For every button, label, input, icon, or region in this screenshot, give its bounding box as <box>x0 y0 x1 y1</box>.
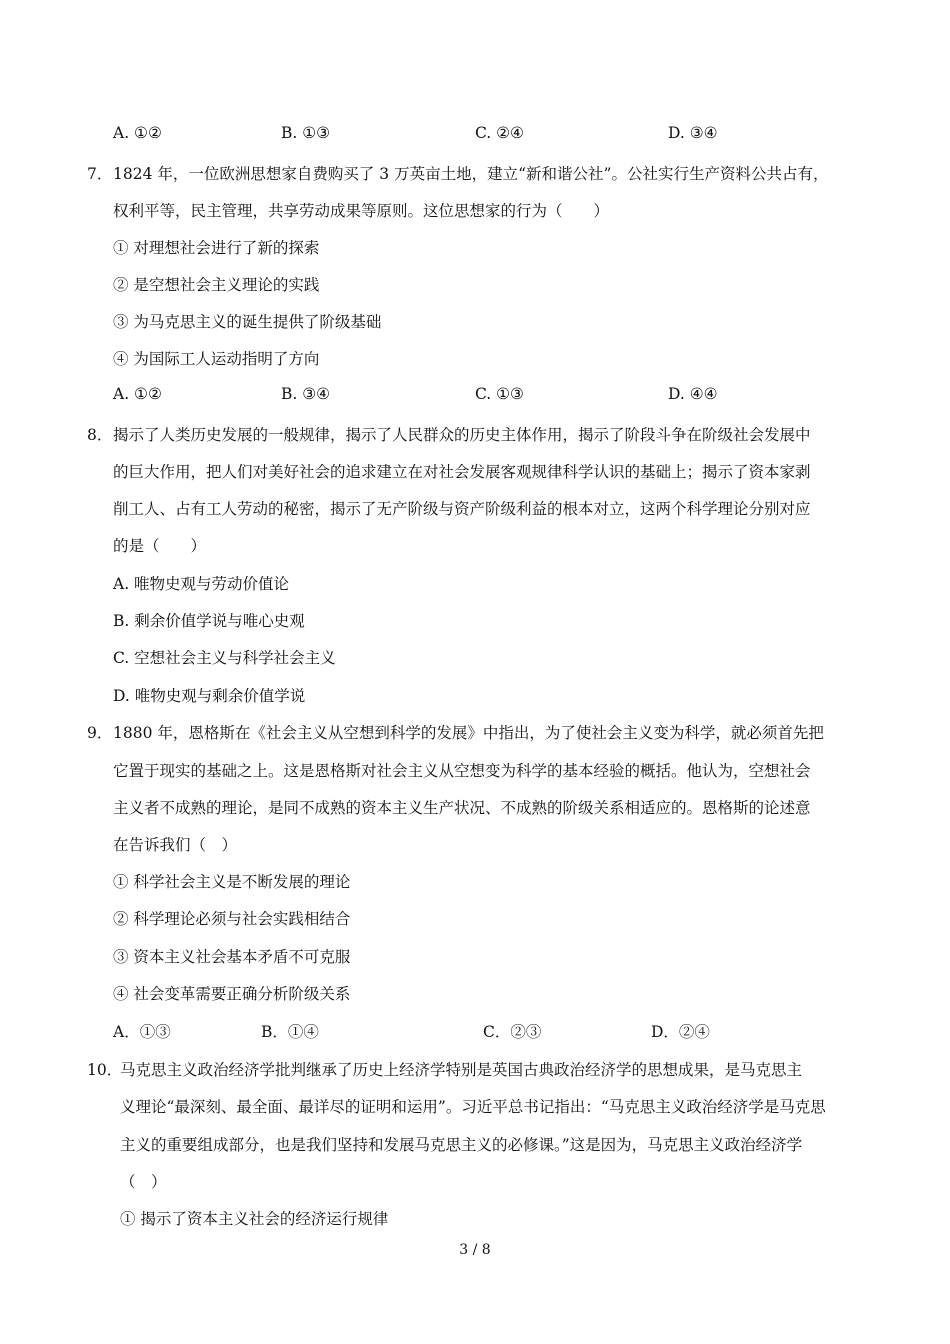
q10-item: ① 揭示了资本主义社会的经济运行规律 <box>120 1210 389 1228</box>
q7-item: ④ 为国际工人运动指明了方向 <box>113 350 320 368</box>
q8-option-d: D. 唯物史观与剩余价值学说 <box>113 687 306 705</box>
q10-stem-line: 义理论“最深刻、最全面、最详尽的证明和运用”。习近平总书记指出：“马克思主义政治经济学是马克思 <box>120 1098 826 1116</box>
q8-stem-line: 削工人、占有工人劳动的秘密，揭示了无产阶级与资产阶级利益的根本对立，这两个科学理论分别对应 <box>113 500 811 518</box>
q9-item: ② 科学理论必须与社会实践相结合 <box>113 910 351 928</box>
q9-item: ① 科学社会主义是不断发展的理论 <box>113 873 351 891</box>
q8-option-c: C. 空想社会主义与科学社会主义 <box>113 649 336 667</box>
q10-stem-line: 主义的重要组成部分，也是我们坚持和发展马克思主义的必修课。”这是因为，马克思主义政治经济学 <box>120 1136 803 1154</box>
q7-option-b: B. ③④ <box>281 385 331 403</box>
q9-stem-line: 在告诉我们（ ） <box>113 836 238 854</box>
q7-stem-line: 权利平等，民主管理，共享劳动成果等原则。这位思想家的行为（ ） <box>113 202 610 220</box>
q7-stem-line: 1824 年，一位欧洲思想家自费购买了 3 万英亩土地，建立“新和谐公社”。公社实行生产资料公共占有， <box>113 165 829 183</box>
q9-item: ④ 社会变革需要正确分析阶级关系 <box>113 985 351 1003</box>
q7-item: ③ 为马克思主义的诞生提供了阶级基础 <box>113 313 382 331</box>
q6-option-b: B. ①③ <box>281 124 331 142</box>
q7-item: ② 是空想社会主义理论的实践 <box>113 276 320 294</box>
q6-option-d: D. ③④ <box>668 124 718 142</box>
q6-option-a: A. ①② <box>113 124 162 142</box>
q8-option-b: B. 剩余价值学说与唯心史观 <box>113 612 305 630</box>
q9-number: 9． <box>87 724 113 742</box>
q8-stem-line: 揭示了人类历史发展的一般规律，揭示了人民群众的历史主体作用，揭示了阶段斗争在阶级社会发展中 <box>113 426 811 444</box>
q9-stem-line: 主义者不成熟的理论，是同不成熟的资本主义生产状况、不成熟的阶级关系相适应的。恩格斯的论述意 <box>113 799 811 817</box>
q7-number: 7． <box>87 165 113 183</box>
q7-option-d: D. ④④ <box>668 385 718 403</box>
q9-item: ③ 资本主义社会基本矛盾不可克服 <box>113 948 351 966</box>
q8-option-a: A. 唯物史观与劳动价值论 <box>113 575 290 593</box>
q6-option-c: C. ②④ <box>475 124 524 142</box>
q8-stem-line: 的是（ ） <box>113 537 207 555</box>
q9-option-d: D．②④ <box>651 1023 710 1041</box>
q8-stem-line: 的巨大作用，把人们对美好社会的追求建立在对社会发展客观规律科学认识的基础上；揭示了资本家剥 <box>113 463 811 481</box>
q7-item: ① 对理想社会进行了新的探索 <box>113 239 320 257</box>
q8-number: 8． <box>87 426 113 444</box>
q9-stem-line: 它置于现实的基础之上。这是恩格斯对社会主义从空想变为科学的基本经验的概括。他认为，空想社会 <box>113 762 811 780</box>
q10-stem-line: （ ） <box>120 1173 167 1191</box>
q9-stem-line: 1880 年，恩格斯在《社会主义从空想到科学的发展》中指出，为了使社会主义变为科学，就必须首先把 <box>113 724 824 742</box>
q7-option-c: C. ①③ <box>475 385 524 403</box>
q9-option-a: A．①③ <box>113 1023 171 1041</box>
q10-number: 10． <box>87 1061 123 1079</box>
q9-option-b: B．①④ <box>261 1023 319 1041</box>
q10-stem-line: 马克思主义政治经济学批判继承了历史上经济学特别是英国古典政治经济学的思想成果，是马克思主 <box>120 1061 803 1079</box>
page-number: 3 / 8 <box>459 1242 491 1258</box>
q7-option-a: A. ①② <box>113 385 162 403</box>
q9-option-c: C．②③ <box>483 1023 542 1041</box>
